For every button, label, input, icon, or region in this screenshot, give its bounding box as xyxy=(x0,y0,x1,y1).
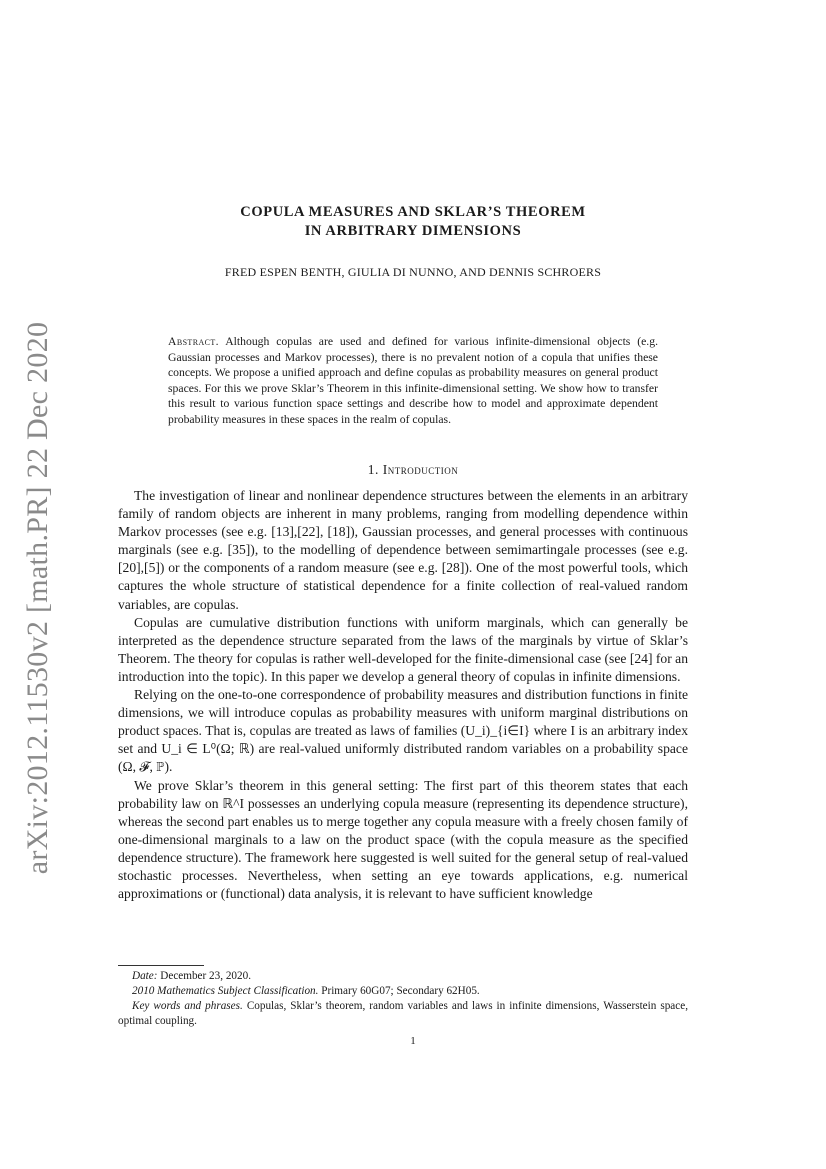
section-number: 1. xyxy=(367,462,379,477)
keywords-label: Key words and phrases. xyxy=(132,1000,243,1012)
paragraph: Copulas are cumulative distribution functions with uniform marginals, which can generally be interpreted as the dependence structure separated from the laws of the marginals by virtue of Sklar’s Theorem. The theory for copulas is rather well-developed for the finite-dimensional case (see [24] for an introduction into the topic). In this paper we develop a general theory of copulas in infinite dimensions. xyxy=(118,614,688,684)
abstract-text: Although copulas are used and defined for various infinite-dimensional objects (e.g. Gaussian processes and Markov processes), there is no prevalent notion of a copula that unifies these concepts. We propose a unified approach and define copulas as probability measures on general product spaces. For this we prove Sklar’s Theorem in this infinite-dimensional setting. We show how to transfer this result to various function space settings and describe how to model and approximate dependent probability measures in these spaces in the realm of copulas. xyxy=(168,335,658,426)
footnote-msc xyxy=(118,984,688,999)
abstract xyxy=(168,334,658,428)
paper-title xyxy=(0,203,826,241)
title-line-1: COPULA MEASURES AND SKLAR’S THEOREM xyxy=(240,204,586,220)
footnotes xyxy=(118,969,688,1029)
paragraph: We prove Sklar’s theorem in this general setting: The first part of this theorem states that each probability law on ℝ^I possesses an underlying copula measure (representing its dependence structure), whereas the second part enables us to merge together any copula measure with a freely chosen family of one-dimensional marginals to a law on the product space (with the copula measure as the specified dependence structure). The framework here suggested is well suited for the general setup of real-valued stochastic processes. Nevertheless, when setting an eye towards applications, e.g. numerical approximations or (functional) data analysis, it is relevant to have sufficient knowledge xyxy=(118,777,688,902)
section-title: Introduction xyxy=(382,462,459,477)
section-heading xyxy=(0,462,826,478)
paragraph: Relying on the one-to-one correspondence of probability measures and distribution functions in finite dimensions, we will introduce copulas as probability measures with uniform marginal distributions on product spaces. That is, copulas are treated as laws of families (U_i)_{i∈I} where I is an arbitrary index set and U_i ∈ L⁰(Ω; ℝ) are real-valued uniformly distributed random variables on a probability space (Ω, 𝓕, ℙ). xyxy=(118,687,688,775)
title-line-2: IN ARBITRARY DIMENSIONS xyxy=(304,223,522,239)
body-text xyxy=(118,487,688,903)
date-value: December 23, 2020. xyxy=(160,970,251,982)
abstract-label: Abstract. xyxy=(168,335,219,348)
msc-value: Primary 60G07; Secondary 62H05. xyxy=(321,985,480,997)
footnote-date xyxy=(118,969,688,984)
msc-label: 2010 Mathematics Subject Classification. xyxy=(132,985,319,997)
footnote-keywords xyxy=(118,999,688,1029)
footnote-divider xyxy=(118,965,204,966)
date-label: Date: xyxy=(132,970,158,982)
page-number: 1 xyxy=(410,1035,416,1047)
keywords-value: Copulas, Sklar’s theorem, random variables and laws in infinite dimensions, Wasserstein space, optimal coupling. xyxy=(118,1000,689,1027)
arxiv-id: arXiv:2012.11530v2 [math.PR] 22 Dec 2020 xyxy=(21,321,54,875)
paragraph: The investigation of linear and nonlinear dependence structures between the elements in an arbitrary family of random objects are inherent in many problems, ranging from modelling dependence within Markov processes (see e.g. [13],[22], [18]), Gaussian processes, and general processes with continuous marginals (see e.g. [35]), to the modelling of dependence between semimartingale processes (see e.g. [20],[5]) or the components of a random measure (see e.g. [28]). One of the most powerful tools, which captures the whole structure of statistical dependence for a finite collection of real-valued random variables, are copulas. xyxy=(118,488,688,612)
authors: FRED ESPEN BENTH, GIULIA DI NUNNO, AND DENNIS SCHROERS xyxy=(224,265,602,279)
arxiv-stamp xyxy=(18,318,58,878)
